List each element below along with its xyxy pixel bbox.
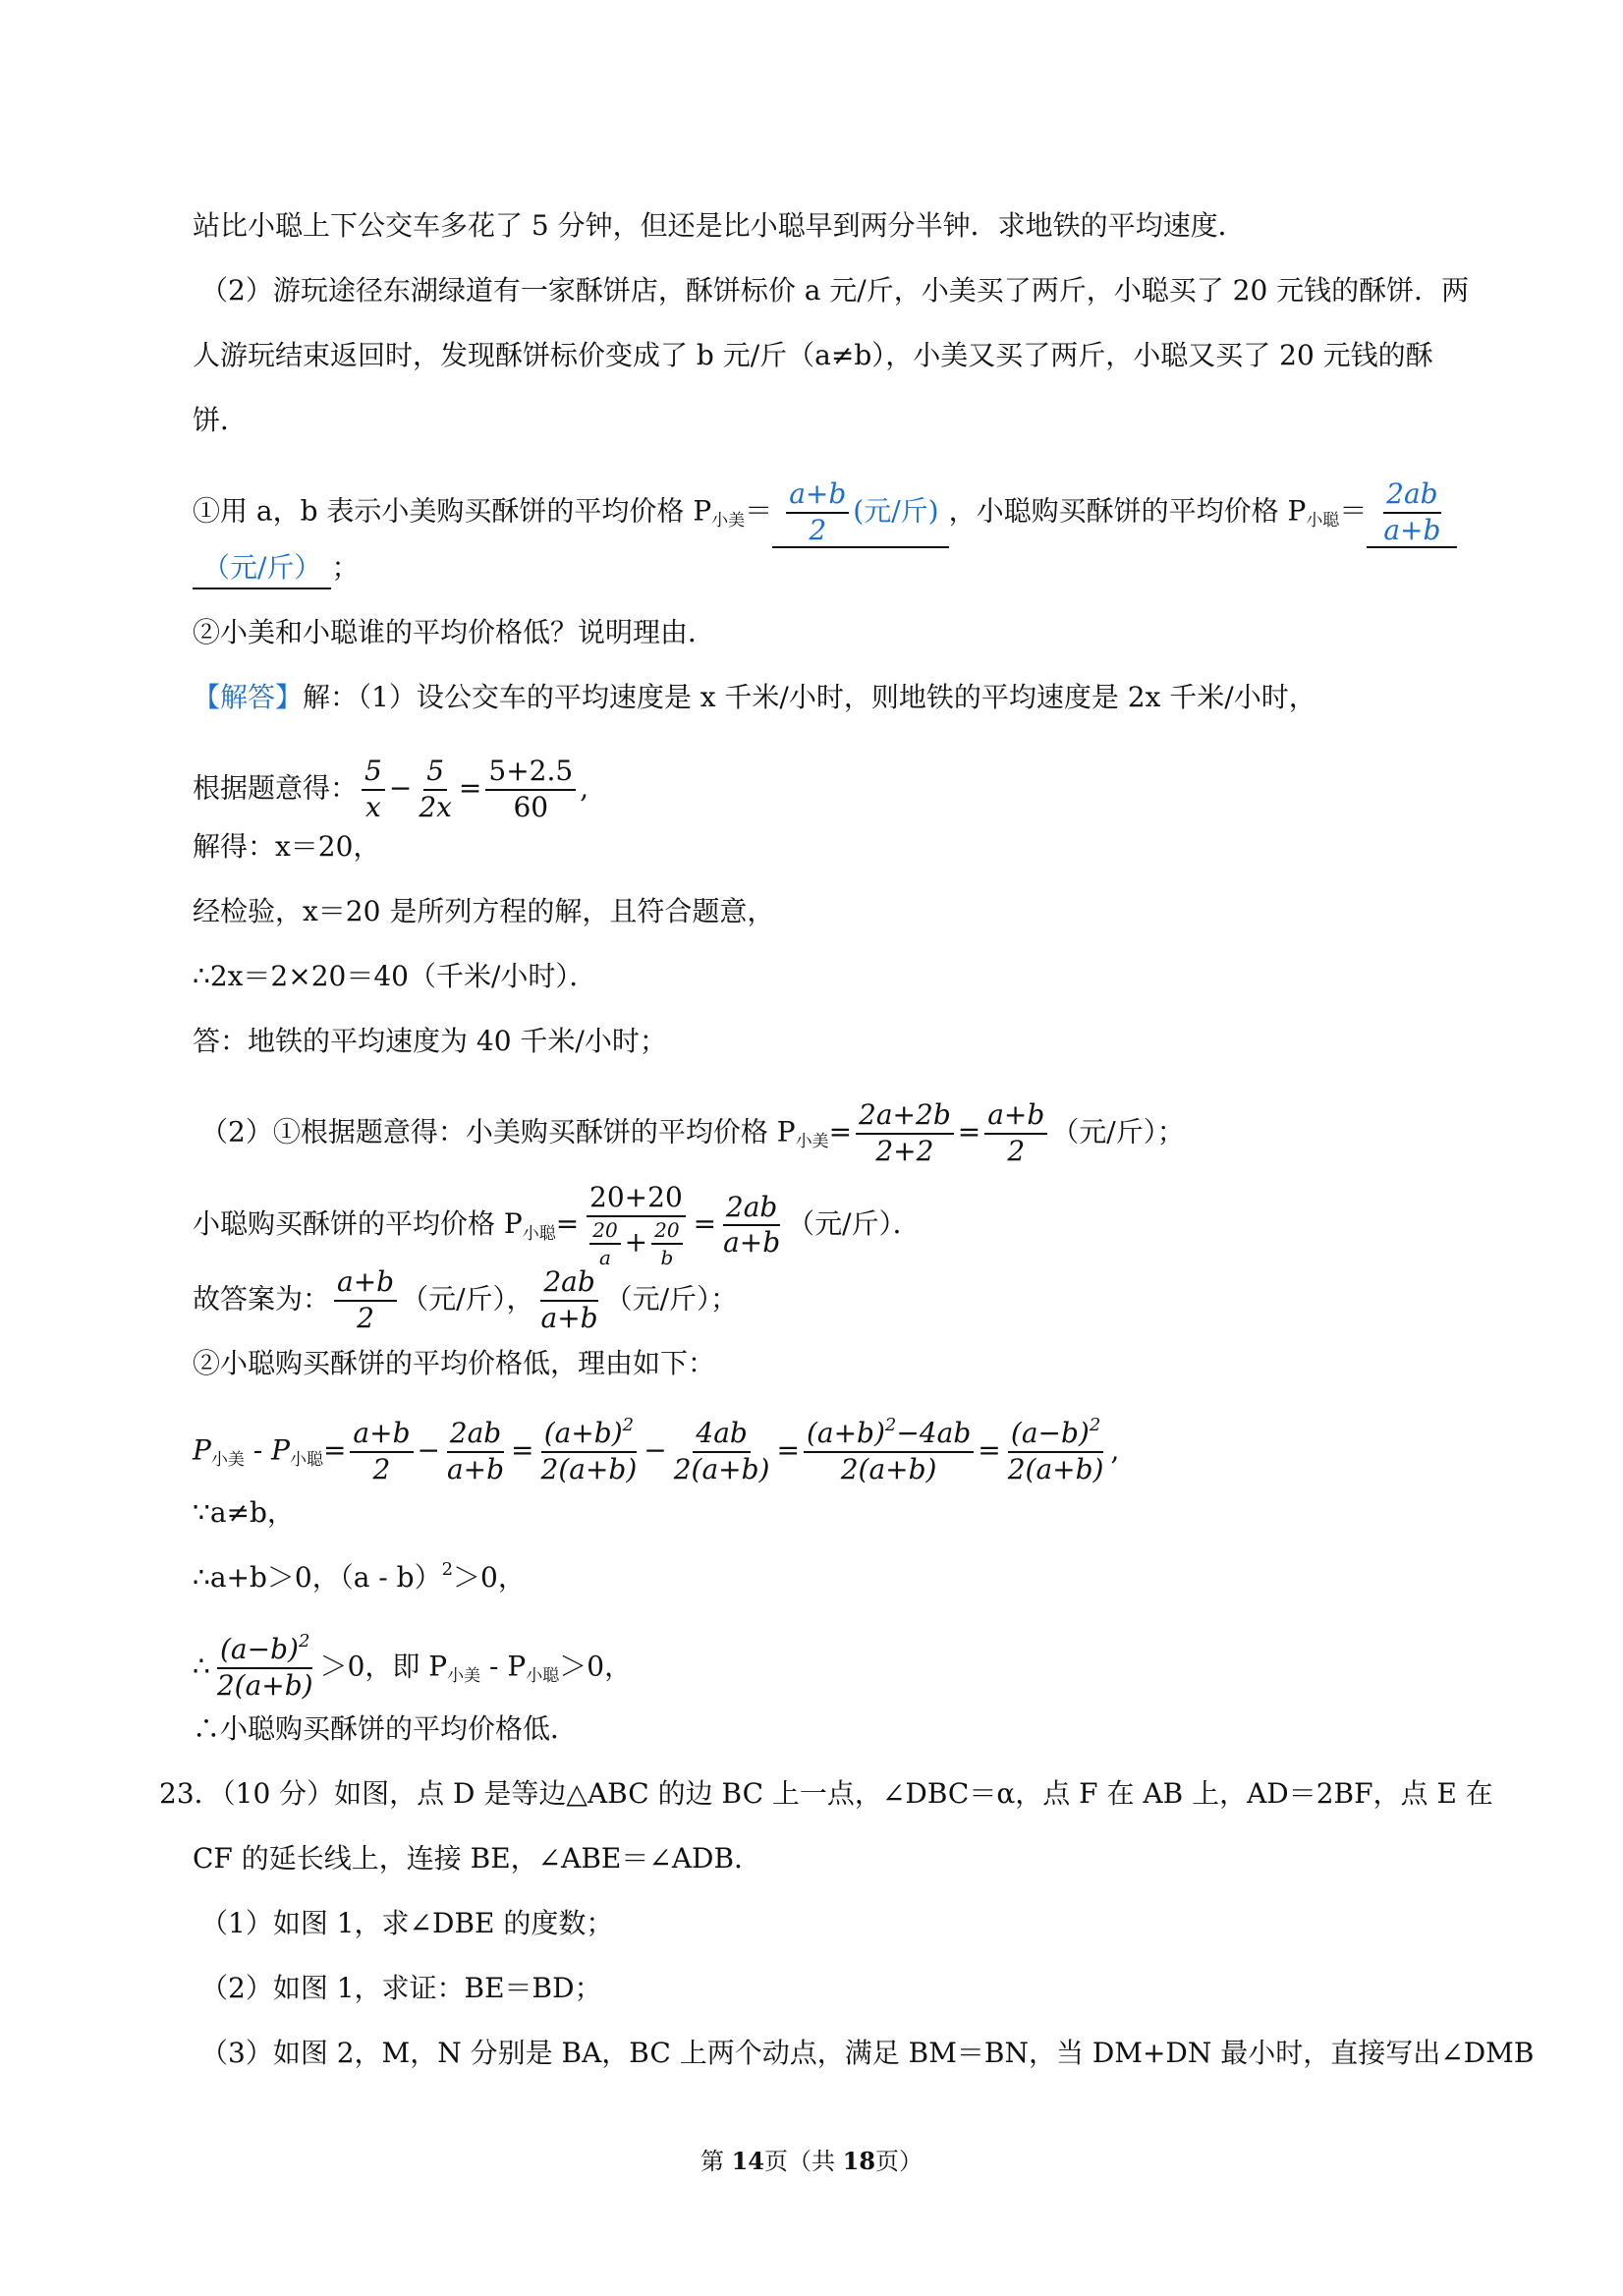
fraction: $\frac{5}{2x}$ [419, 755, 452, 823]
fraction: $\frac{2a+2b}{2+2}$ [856, 1100, 954, 1167]
fraction: $\frac{2ab}{a+b}$ [1383, 477, 1441, 546]
fraction: $\frac{(a-b)^2}{2(a+b)}$ [1007, 1415, 1104, 1485]
fraction: $\frac{2ab}{a+b}$ [723, 1190, 781, 1260]
fraction: $\frac{(a+b)^2-4ab}{2(a+b)}$ [804, 1419, 974, 1485]
fraction: 20+20 $\frac{20}{a}$ + $\frac{20}{b}$ [583, 1183, 689, 1268]
text-line-check: 经检验，x＝20 是所列方程的解，且符合题意， [193, 895, 775, 927]
text-line-therefore: ∴2x＝2×20＝40（千米/小时）． [193, 960, 597, 992]
question-23-part-3: （3）如图 2，M，N 分别是 BA，BC 上两个动点，满足 BM＝BN，当 DM+DN 最小时，直接写出∠DMB [200, 2037, 1535, 2069]
text-line-2: （2）游玩途径东湖绿道有一家酥饼店，酥饼标价 a 元/斤，小美买了两斤，小聪买了 20 元钱的酥饼．两 [200, 274, 1470, 307]
fraction: $\frac{(a+b)^2}{2(a+b)}$ [540, 1415, 638, 1485]
fraction: $\frac{20}{a}$ [589, 1219, 620, 1268]
fraction: $\frac{5+2.5}{60}$ [485, 756, 576, 823]
fraction: $\frac{20}{b}$ [651, 1219, 682, 1268]
equation-xiaomei: （2）①根据题意得：小美购买酥饼的平均价格 $P_{小美}=$ $\frac{2a+2b}{2+2}$ = $\frac{a+b}{2}$ （元/斤）； [200, 1098, 1185, 1167]
equation-xiaocong: 小聪购买酥饼的平均价格 $P_{小聪}=$ 20+20 $\frac{20}{a}$ + $\frac{20}{b}$ = $\frac{2ab}{a+b}$ （元/斤）． [193, 1181, 921, 1269]
text-line-4: 饼． [193, 404, 249, 436]
answer-blank-1: $\frac{a+b}{2}$ (元/斤) [772, 479, 948, 548]
fraction: $\frac{a+b}{2}$ [786, 479, 849, 546]
question-part-1: ①用 a，b 表示小美购买酥饼的平均价格 $P_{小美}=$ $\frac{a+b}{2}$ (元/斤) ，小聪购买酥饼的平均价格 $P_{小聪}=$ $\frac{2ab}{a+b}$ [193, 479, 1457, 519]
text-line-because: ∵a≠b， [193, 1496, 295, 1529]
equation-difference: $P_{小美} - P_{小聪}=$ $\frac{a+b}{2}$ − $\frac{2ab}{a+b}$ = $\frac{(a+b)^2}{2(a+b)}$ − $\frac{4ab}{2(a+b)}$ = $\frac{(a+b)^2-4ab}{2(a+b)}$ = $\frac{(a-b)^2}{2(a+b)}$ , [193, 1415, 1120, 1485]
answer-blank-2-unit: （元/斤） ； [193, 548, 359, 588]
fraction: $\frac{5}{x}$ [362, 756, 385, 823]
fraction: $\frac{a+b}{2}$ [984, 1100, 1047, 1167]
fraction: $\frac{a+b}{2}$ [334, 1267, 397, 1334]
text-line-final: ∴小聪购买酥饼的平均价格低． [193, 1712, 579, 1745]
page-footer: 第 14页（共 18页） [700, 2147, 923, 2175]
fraction: $\frac{2ab}{a+b}$ [446, 1417, 505, 1485]
total-pages: 18 [842, 2147, 876, 2175]
question-23-part-1: （1）如图 1，求∠DBE 的度数； [200, 1907, 614, 1939]
text-line-positive: ∴a+b＞0，（a - b）$^2$＞0， [193, 1559, 526, 1594]
text-line-reason: ②小聪购买酥饼的平均价格低，理由如下： [193, 1347, 716, 1379]
fraction: $\frac{a+b}{2}$ [350, 1419, 413, 1485]
question-23-part-2: （2）如图 1，求证：BE＝BD； [200, 1972, 602, 2004]
question-23-cont: CF 的延长线上，连接 BE，∠ABE＝∠ADB． [193, 1842, 762, 1875]
answer-summary: 故答案为： $\frac{a+b}{2}$ （元/斤）， $\frac{2ab}{a+b}$ （元/斤）； [193, 1265, 739, 1334]
solution-intro: 【解答】解：（1）设公交车的平均速度是 x 千米/小时，则地铁的平均速度是 2x 千米/小时， [193, 681, 1316, 713]
question-23: 23．（10 分）如图，点 D 是等边△ABC 的边 BC 上一点，∠DBC＝α，点 F 在 AB 上，AD＝2BF，点 E 在 [159, 1777, 1493, 1810]
text-line-solve: 解得：x＝20， [193, 830, 381, 863]
text-line-answer: 答：地铁的平均速度为 40 千米/小时； [193, 1025, 667, 1057]
equation-conclusion: ∴ $\frac{(a-b)^2}{2(a+b)}$ ＞0，即 $P_{小美} - P_{小聪}>0$， [193, 1631, 633, 1702]
fraction: $\frac{4ab}{2(a+b)}$ [673, 1417, 770, 1485]
answer-blank-2 [1367, 479, 1457, 548]
question-part-2: ②小美和小聪谁的平均价格低？说明理由． [193, 616, 716, 648]
current-page: 14 [731, 2147, 764, 2175]
fraction: $\frac{(a-b)^2}{2(a+b)}$ [216, 1631, 313, 1702]
equation-line: 根据题意得： $\frac{5}{x}$ − $\frac{5}{2x}$ = $\frac{5+2.5}{60}$ , [193, 755, 589, 823]
text-line-1: 站比小聪上下公交车多花了 5 分钟，但还是比小聪早到两分半钟．求地铁的平均速度． [193, 209, 1246, 242]
fraction: $\frac{2ab}{a+b}$ [540, 1265, 598, 1334]
text-line-3: 人游玩结束返回时，发现酥饼标价变成了 b 元/斤（a≠b），小美又买了两斤，小聪又买了 20 元钱的酥 [193, 339, 1433, 371]
answer-tag: 【解答】 [193, 681, 304, 713]
